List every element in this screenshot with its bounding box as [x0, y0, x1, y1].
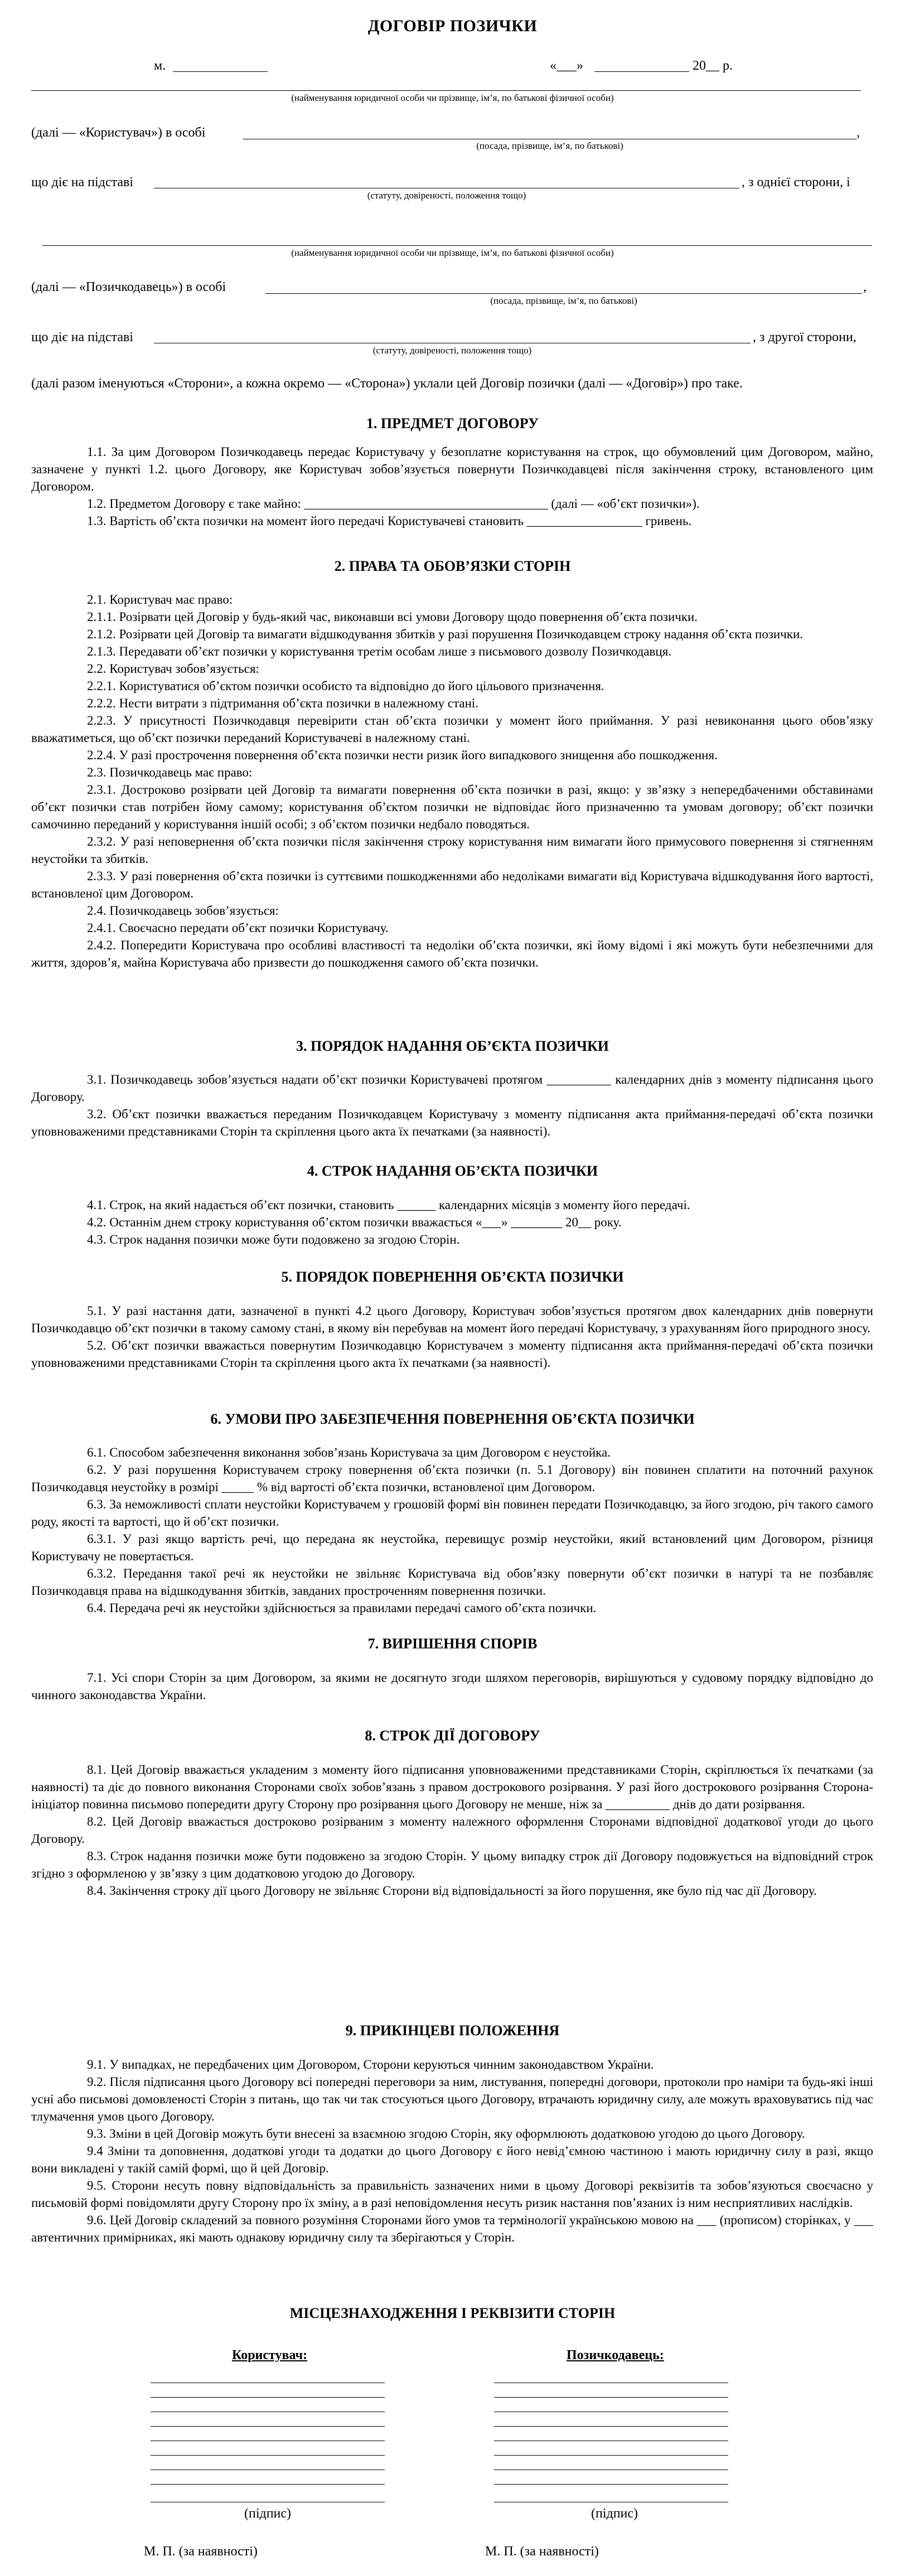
clause: 9.4 Зміни та доповнення, додаткові угоди та додатки до цього Договору є його невід’ємною частиною і мають юридичну силу в разі, якщо вони викладені у такій самій формі, що й цей Договір.	[31, 2144, 873, 2175]
user-requisites-label: Користувач:	[232, 2348, 308, 2362]
user-prefix: (далі — «Користувач») в особі	[31, 125, 206, 140]
lender-blank	[265, 293, 862, 294]
clause: 2.2.2. Нести витрати з підтримання об’єкта позички в належному стані.	[87, 696, 479, 710]
basis-prefix-2: що діє на підставі	[31, 330, 133, 345]
section-8-body	[31, 1761, 873, 1899]
clause: 2.3.1. Достроково розірвати цей Договір та вимагати повернення об’єкта позички в разі, якщо: у зв’язку з непередбаченими обставинами об’єкт позички став потрібен йому самому; користування об’єктом позички не відповідає його призначенню та умовам договору; об’єкт позички самочинно переданий у користування іншій особі; з об’єктом позички недбало поводяться.	[31, 783, 873, 831]
user-caption: (посада, прізвище, ім’я, по батькові)	[476, 140, 623, 151]
section-4-body	[31, 1196, 873, 1248]
clause: 8.1. Цей Договір вважається укладеним з моменту його підписання уповноваженими представниками Сторін, скріплюється їх печатками (за наявності) та діє до повного виконання Сторонами своїх зобов’язань з правом дострокового розірвання. У разі його дострокового розірвання Сторона-ініціатор повинна письмово попередити другу Сторону про розірвання цього Договору не менше, ніж за __________ днів до дати розірвання.	[31, 1763, 873, 1811]
basis-suffix-1: , з однієї сторони, і	[742, 175, 850, 190]
section-9-body	[31, 2056, 873, 2246]
clause: 1.3. Вартість об’єкта позички на момент його передачі Користувачеві становить __________________ гривень.	[87, 514, 692, 528]
date-open: «___»	[550, 59, 583, 73]
party1-blank	[31, 90, 861, 91]
section-1-body	[31, 443, 873, 530]
clause: 9.1. У випадках, не передбачених цим Договором, Сторони керуються чинним законодавством України.	[87, 2058, 654, 2072]
section-8-heading: 8. СТРОК ДІЇ ДОГОВОРУ	[365, 1728, 540, 1744]
basis-prefix-1: що діє на підставі	[31, 175, 133, 190]
lender-stamp-label: М. П. (за наявності)	[485, 2544, 599, 2559]
section-6-body	[31, 1444, 873, 1617]
document-title: ДОГОВІР ПОЗИЧКИ	[367, 17, 538, 35]
clause: 2.1.2. Розірвати цей Договір та вимагати відшкодування збитків у разі порушення Позичкодавцем строку надання об’єкта позички.	[87, 627, 804, 641]
clause: 2.1. Користувач має право:	[87, 593, 233, 607]
date-blank	[594, 71, 689, 72]
requisite-line	[494, 2455, 728, 2456]
clause: 5.2. Об’єкт позички вважається повернутим Позичкодавцю Користувачем з моменту підписання акта приймання-передачі об’єкта позички уповноваженими представниками Сторін та скріплення цього акта їх печатками (за наявності).	[31, 1338, 873, 1370]
user-stamp-label: М. П. (за наявності)	[144, 2544, 258, 2559]
clause: 1.1. За цим Договором Позичкодавець передає Користувачу у безоплатне користування на строк, що обумовлений цим Договором, майно, зазначене у пункті 1.2. цього Договору, яке Користувач зобов’язується повернути Позичкодавцеві після закінчення строку, встановленого цим Договором.	[31, 445, 873, 493]
clause: 3.2. Об’єкт позички вважається переданим Позичкодавцем Користувачу з моменту підписання акта приймання-передачі об’єкта позички уповноваженими представниками Сторін та скріплення цього акта їх печатками (за наявності).	[31, 1107, 873, 1138]
user-signature-caption: (підпис)	[244, 2506, 292, 2521]
requisite-line	[151, 2426, 385, 2427]
section-3-heading: 3. ПОРЯДОК НАДАННЯ ОБ’ЄКТА ПОЗИЧКИ	[296, 1038, 609, 1054]
clause: 2.4.2. Попередити Користувача про особливі властивості та недоліки об’єкта позички, які йому відомі і які можуть бути небезпечними для життя, здоров’я, майна Користувача або призвести до пошкодження самого об’єкта позички.	[31, 938, 873, 969]
clause: 1.2. Предметом Договору є таке майно: ______________________________________ (далі — «об’єкт позички»).	[87, 497, 700, 511]
clause: 4.2. Останнім днем строку користування об’єктом позички вважається «___» ________ 20__ року.	[87, 1215, 622, 1229]
clause: 8.4. Закінчення строку дії цього Договору не звільняє Сторони від відповідальності за його порушення, яке було під час дії Договору.	[87, 1884, 817, 1898]
basis-caption-2: (статуту, довіреності, положення тощо)	[372, 345, 532, 356]
date-year: 20__ р.	[693, 59, 733, 73]
clause: 2.1.3. Передавати об’єкт позички у користування третім особам лише з письмового дозволу Позичкодавця.	[87, 644, 672, 658]
section-3-body	[31, 1071, 873, 1140]
city-blank	[173, 71, 268, 72]
section-7-body	[31, 1669, 873, 1704]
lender-signature-caption: (підпис)	[591, 2506, 638, 2521]
clause: 3.1. Позичкодавець зобов’язується надати об’єкт позички Користувачеві протягом __________ календарних днів з моменту підписання цього Договору.	[31, 1073, 873, 1104]
clause: 9.2. Після підписання цього Договору всі попередні переговори за ним, листування, попередні договори, протоколи про наміри та будь-які інші усні або письмові домовленості Сторін з питань, що так чи так стосуються цього Договору, втрачають юридичну силу, але можуть враховуватись під час тлумачення умов цього Договору.	[31, 2075, 873, 2123]
city-prefix: м.	[154, 59, 166, 73]
requisite-line	[151, 2455, 385, 2456]
section-6-heading: 6. УМОВИ ПРО ЗАБЕЗПЕЧЕННЯ ПОВЕРНЕННЯ ОБ’ЄКТА ПОЗИЧКИ	[210, 1411, 695, 1427]
requisite-line	[494, 2484, 728, 2485]
clause: 6.1. Способом забезпечення виконання зобов’язань Користувача за цим Договором є неустойка.	[87, 1445, 611, 1459]
clause: 2.3.3. У разі повернення об’єкта позички із суттєвими пошкодженнями або недоліками вимагати від Користувача відшкодування його вартості, встановленої цим Договором.	[31, 869, 873, 900]
clause: 2.3. Позичкодавець має право:	[87, 765, 253, 779]
clause: 4.3. Строк надання позички може бути подовжено за згодою Сторін.	[87, 1233, 460, 1246]
parties-text: (далі разом іменуються «Сторони», а кожна окремо — «Сторона») уклали цей Договір позички (далі — «Договір») про таке.	[31, 376, 743, 391]
lender-requisites-label: Позичкодавець:	[567, 2348, 664, 2362]
clause: 6.3.1. У разі якщо вартість речі, що передана як неустойка, перевищує розмір неустойки, який встановлений цим Договором, різниця Користувачу не повертається.	[31, 1532, 873, 1563]
requisite-line	[494, 2426, 728, 2427]
basis-suffix-2: , з другої сторони,	[753, 330, 856, 345]
section-5-heading: 5. ПОРЯДОК ПОВЕРНЕННЯ ОБ’ЄКТА ПОЗИЧКИ	[281, 1269, 624, 1285]
clause: 8.3. Строк надання позички може бути подовжено за згодою Сторін. У цьому випадку строк дії Договору подовжується на відповідний строк згідно з оформленою у зв’язку з цим додатковою угодою до Договору.	[31, 1849, 873, 1880]
requisites-heading: МІСЦЕЗНАХОДЖЕННЯ І РЕКВІЗИТИ СТОРІН	[289, 2305, 616, 2321]
clause: 2.4. Позичкодавець зобов’язується:	[87, 904, 279, 918]
clause: 2.2. Користувач зобов’язується:	[87, 662, 259, 676]
section-4-heading: 4. СТРОК НАДАННЯ ОБ’ЄКТА ПОЗИЧКИ	[307, 1163, 598, 1179]
clause: 6.3.2. Передання такої речі як неустойки не звільняє Користувача від обов’язку повернути об’єкт позички в натурі та не позбавляє Позичкодавця права на відшкодування збитків, завданих простроченням повернення позички.	[31, 1566, 873, 1598]
clause: 2.2.1. Користуватися об’єктом позички особисто та відповідно до його цільового призначення.	[87, 679, 604, 693]
lender-prefix: (далі — «Позичкодавець») в особі	[31, 280, 226, 294]
clause: 2.2.4. У разі прострочення повернення об’єкта позички нести ризик його випадкового знищення або пошкодження.	[87, 748, 718, 762]
party2-caption: (найменування юридичної особи чи прізвище, ім’я, по батькові фізичної особи)	[291, 248, 614, 258]
clause: 9.6. Цей Договір складений за повного розуміння Сторонами його умов та термінології українською мовою на ___ (прописом) сторінках, у ___ автентичних примірниках, які мають однакову юридичну силу та зберігаються у Сторін.	[31, 2213, 873, 2244]
section-7-heading: 7. ВИРІШЕННЯ СПОРІВ	[367, 1636, 538, 1652]
clause: 9.3. Зміни в цей Договір можуть бути внесені за взаємною згодою Сторін, яку оформлюють додатковою угодою до цього Договору.	[87, 2127, 805, 2141]
section-2-body	[31, 591, 873, 971]
clause: 2.2.3. У присутності Позичкодавця перевірити стан об’єкта позички у момент його приймання. У разі невиконання цього обов’язку вважатиметься, що об’єкт позички переданий Користувачеві в належному стані.	[31, 714, 873, 745]
clause: 2.4.1. Своєчасно передати об’єкт позички Користувачу.	[87, 921, 389, 935]
clause: 2.1.1. Розірвати цей Договір у будь-який час, виконавши всі умови Договору щодо повернення об’єкта позички.	[87, 610, 698, 624]
clause: 6.2. У разі порушення Користувачем строку повернення об’єкта позички (п. 5.1 Договору) він повинен сплатити на поточний рахунок Позичкодавця неустойку в розмірі _____ % від вартості об’єкта позички, встановленої цим Договором.	[31, 1463, 873, 1494]
clause: 8.2. Цей Договір вважається достроково розірваним з моменту належного оформлення Сторонами відповідної додаткової угоди до цього Договору.	[31, 1815, 873, 1846]
clause: 7.1. Усі спори Сторін за цим Договором, за якими не досягнуто згоди шляхом переговорів, вирішуються у судовому порядку відповідно до чинного законодавства України.	[31, 1671, 873, 1702]
clause: 6.3. За неможливості сплати неустойки Користувачем у грошовій формі він повинен передати Позичкодавцю, за його згодою, річ такого самого роду, якості та вартості, що й об’єкт позички.	[31, 1497, 873, 1529]
section-2-heading: 2. ПРАВА ТА ОБОВ’ЯЗКИ СТОРІН	[334, 558, 571, 574]
party2-blank	[42, 245, 872, 246]
basis-caption-1: (статуту, довіреності, положення тощо)	[367, 190, 526, 201]
clause: 4.1. Строк, на який надається об’єкт позички, становить ______ календарних місяців з моменту його передачі.	[87, 1198, 690, 1212]
contract-page: ДОГОВІР ПОЗИЧКИ м. «___» 20__ р. (найменування юридичної особи чи прізвище, ім’я, по батькові фізичної особи) (далі — «Користувач») в особі , (посада, прізвище, ім’я, по батькові) що діє на підставі , з однієї сторони, і (статуту, довіреності, положення тощо) (найменування юридичної особи чи прізвище, ім’я, по батькові фізичної особи) (далі — «Позичкодавець») в особі , (посада, прізвище, ім’я, по батькові) що діє на підставі , з другої сторони, (статуту, довіреності, положення тощо) (далі разом іменуються «Сторони», а кожна окремо — «Сторона») уклали цей Договір позички (далі — «Договір») про таке. 1. ПРЕДМЕТ ДОГОВОРУ 1.1. За цим Договором Позичкодавець передає Користувачу у безоплатне користування на строк, що обумовлений цим Договором, майно, зазначене у пункті 1.2. цього Договору, яке Користувач зобов’язується повернути Позичкодавцеві після закінчення строку, встановленого цим Договором. 1.2. Предметом Договору є таке майно: ______________________________________ (далі — «об’єкт позички»). 1.3. Вартість об’єкта позички на момент його передачі Користувачеві становить __________________ гривень. 2. ПРАВА ТА ОБОВ’ЯЗКИ СТОРІН 2.1. Користувач має право: 2.1.1. Розірвати цей Договір у будь-який час, виконавши всі умови Договору щодо повернення об’єкта позички. 2.1.2. Розірвати цей Договір та вимагати відшкодування збитків у разі порушення Позичкодавцем строку надання об’єкта позички. 2.1.3. Передавати об’єкт позички у користування третім особам лише з письмового дозволу Позичкодавця. 2.2. Користувач зобов’язується: 2.2.1. Користуватися об’єктом позички особисто та відповідно до його цільового призначення. 2.2.2. Нести витрати з підтримання об’єкта позички в належному стані. 2.2.3. У присутності Позичкодавця перевірити стан об’єкта позички у момент його приймання. У разі невиконання цього обов’язку вважатиметься, що об’єкт позички переданий Користувачеві в належному стані. 2.2.4. У разі прострочення повернення об’єкта позички нести ризик його випадкового знищення або пошкодження. 2.3. Позичкодавець має право: 2.3.1. Достроково розірвати цей Договір та вимагати повернення об’єкта позички в разі, якщо: у зв’язку з непередбаченими обставинами об’єкт позички став потрібен йому самому; користування об’єктом позички не відповідає його призначенню та умовам договору; об’єкт позички самочинно переданий у користування іншій особі; з об’єктом позички недбало поводяться. 2.3.2. У разі неповернення об’єкта позички після закінчення строку користування ним вимагати його примусового повернення зі стягненням неустойки та збитків. 2.3.3. У разі повернення об’єкта позички із суттєвими пошкодженнями або недоліками вимагати від Користувача відшкодування його вартості, встановленої цим Договором. 2.4. Позичкодавець зобов’язується: 2.4.1. Своєчасно передати об’єкт позички Користувачу. 2.4.2. Попередити Користувача про особливі властивості та недоліки об’єкта позички, які йому відомі і які можуть бути небезпечними для життя, здоров’я, майна Користувача або призвести до пошкодження самого об’єкта позички. 3. ПОРЯДОК НАДАННЯ ОБ’ЄКТА ПОЗИЧКИ 3.1. Позичкодавець зобов’язується надати об’єкт позички Користувачеві протягом __________ календарних днів з моменту підписання цього Договору. 3.2. Об’єкт позички вважається переданим Позичкодавцем Користувачу з моменту підписання акта приймання-передачі об’єкта позички уповноваженими представниками Сторін та скріплення цього акта їх печатками (за наявності). 4. СТРОК НАДАННЯ ОБ’ЄКТА ПОЗИЧКИ 4.1. Строк, на який надається об’єкт позички, становить ______ календарних місяців з моменту його передачі. 4.2. Останнім днем строку користування об’єктом позички вважається «___» ________ 20__ року. 4.3. Строк надання позички може бути подовжено за згодою Сторін. 5. ПОРЯДОК ПОВЕРНЕННЯ ОБ’ЄКТА ПОЗИЧКИ 5.1. У разі настання дати, зазначеної в пункті 4.2 цього Договору, Користувач зобов’язується протягом двох календарних днів повернути Позичкодавцю об’єкт позички в такому самому стані, в якому він перебував на момент його передачі Користувачу, з урахуванням його природного зносу. 5.2. Об’єкт позички вважається повернутим Позичкодавцю Користувачем з моменту підписання акта приймання-передачі об’єкта позички уповноваженими представниками Сторін та скріплення цього акта їх печатками (за наявності). 6. УМОВИ ПРО ЗАБЕЗПЕЧЕННЯ ПОВЕРНЕННЯ ОБ’ЄКТА ПОЗИЧКИ 6.1. Способом забезпечення виконання зобов’язань Користувача за цим Договором є неустойка. 6.2. У разі порушення Користувачем строку повернення об’єкта позички (п. 5.1 Договору) він повинен сплатити на поточний рахунок Позичкодавця неустойку в розмірі _____ % від вартості об’єкта позички, встановленої цим Договором. 6.3. За неможливості сплати неустойки Користувачем у грошовій формі він повинен передати Позичкодавцю, за його згодою, річ такого самого роду, якості та вартості, що й об’єкт позички. 6.3.1. У разі якщо вартість речі, що передана як неустойка, перевищує розмір неустойки, який встановлений цим Договором, різниця Користувачу не повертається. 6.3.2. Передання такої речі як неустойки не звільняє Користувача від обов’язку повернути об’єкт позички в натурі та не позбавляє Позичкодавця права на відшкодування збитків, завданих простроченням повернення позички. 6.4. Передача речі як неустойки здійснюється за правилами передачі самого об’єкта позички. 7. ВИРІШЕННЯ СПОРІВ 7.1. Усі спори Сторін за цим Договором, за якими не досягнуто згоди шляхом переговорів, вирішуються у судовому порядку відповідно до чинного законодавства України. 8. СТРОК ДІЇ ДОГОВОРУ 8.1. Цей Договір вважається укладеним з моменту його підписання уповноваженими представниками Сторін, скріплюється їх печатками (за наявності) та діє до повного виконання Сторонами своїх зобов’язань з правом дострокового розірвання. У разі його дострокового розірвання Сторона-ініціатор повинна письмово попередити другу Сторону про розірвання цього Договору не менше, ніж за __________ днів до дати розірвання. 8.2. Цей Договір вважається достроково розірваним з моменту належного оформлення Сторонами відповідної додаткової угоди до цього Договору. 8.3. Строк надання позички може бути подовжено за згодою Сторін. У цьому випадку строк дії Договору подовжується на відповідний строк згідно з оформленою у зв’язку з цим додатковою угодою до Договору. 8.4. Закінчення строку дії цього Договору не звільняє Сторони від відповідальності за його порушення, яке було під час дії Договору. 9. ПРИКІНЦЕВІ ПОЛОЖЕННЯ 9.1. У випадках, не передбачених цим Договором, Сторони керуються чинним законодавством України. 9.2. Після підписання цього Договору всі попередні переговори за ним, листування, попередні договори, протоколи про наміри та будь-які інші усні або письмові домовленості Сторін з питань, що так чи так стосуються цього Договору, втрачають юридичну силу, але можуть враховуватись під час тлумачення умов цього Договору. 9.3. Зміни в цей Договір можуть бути внесені за взаємною згодою Сторін, яку оформлюють додатковою угодою до цього Договору. 9.4 Зміни та доповнення, додаткові угоди та додатки до цього Договору є його невід’ємною частиною і мають юридичну силу в разі, якщо вони викладені у такій самій формі, що й цей Договір. 9.5. Сторони несуть повну відповідальність за правильність зазначених ними в цьому Договорі реквізитів та зобов’язуються своєчасно у письмовій формі повідомляти другу Сторону про їх зміну, а в разі неповідомлення несуть ризик настання пов’язаних із ним несприятливих наслідків. 9.6. Цей Договір складений за повного розуміння Сторонами його умов та термінології українською мовою на ___ (прописом) сторінках, у ___ автентичних примірниках, які мають однакову юридичну силу та зберігаються у Сторін. МІСЦЕЗНАХОДЖЕННЯ І РЕКВІЗИТИ СТОРІН Користувач: Позичкодавець: (підпис) (підпис) М. П. (за наявності) М. П. (за наявності)	[0, 0, 905, 2576]
section-1-heading: 1. ПРЕДМЕТ ДОГОВОРУ	[366, 415, 539, 431]
clause: 2.3.2. У разі неповернення об’єкта позички після закінчення строку користування ним вимагати його примусового повернення зі стягненням неустойки та збитків.	[31, 835, 873, 866]
requisite-line	[151, 2484, 385, 2485]
party1-caption: (найменування юридичної особи чи прізвище, ім’я, по батькові фізичної особи)	[291, 93, 614, 103]
section-5-body	[31, 1302, 873, 1371]
requisite-line	[151, 2397, 385, 2398]
clause: 9.5. Сторони несуть повну відповідальність за правильність зазначених ними в цьому Договорі реквізитів та зобов’язуються своєчасно у письмовій формі повідомляти другу Сторону про їх зміну, а в разі неповідомлення несуть ризик настання пов’язаних із ним несприятливих наслідків.	[31, 2179, 873, 2210]
section-9-heading: 9. ПРИКІНЦЕВІ ПОЛОЖЕННЯ	[345, 2022, 560, 2039]
clause: 6.4. Передача речі як неустойки здійснюється за правилами передачі самого об’єкта позички.	[87, 1601, 597, 1615]
lender-caption: (посада, прізвище, ім’я, по батькові)	[490, 295, 637, 306]
clause: 5.1. У разі настання дати, зазначеної в пункті 4.2 цього Договору, Користувач зобов’язується протягом двох календарних днів повернути Позичкодавцю об’єкт позички в такому самому стані, в якому він перебував на момент його передачі Користувачу, з урахуванням його природного зносу.	[31, 1304, 873, 1335]
requisite-line	[494, 2397, 728, 2398]
